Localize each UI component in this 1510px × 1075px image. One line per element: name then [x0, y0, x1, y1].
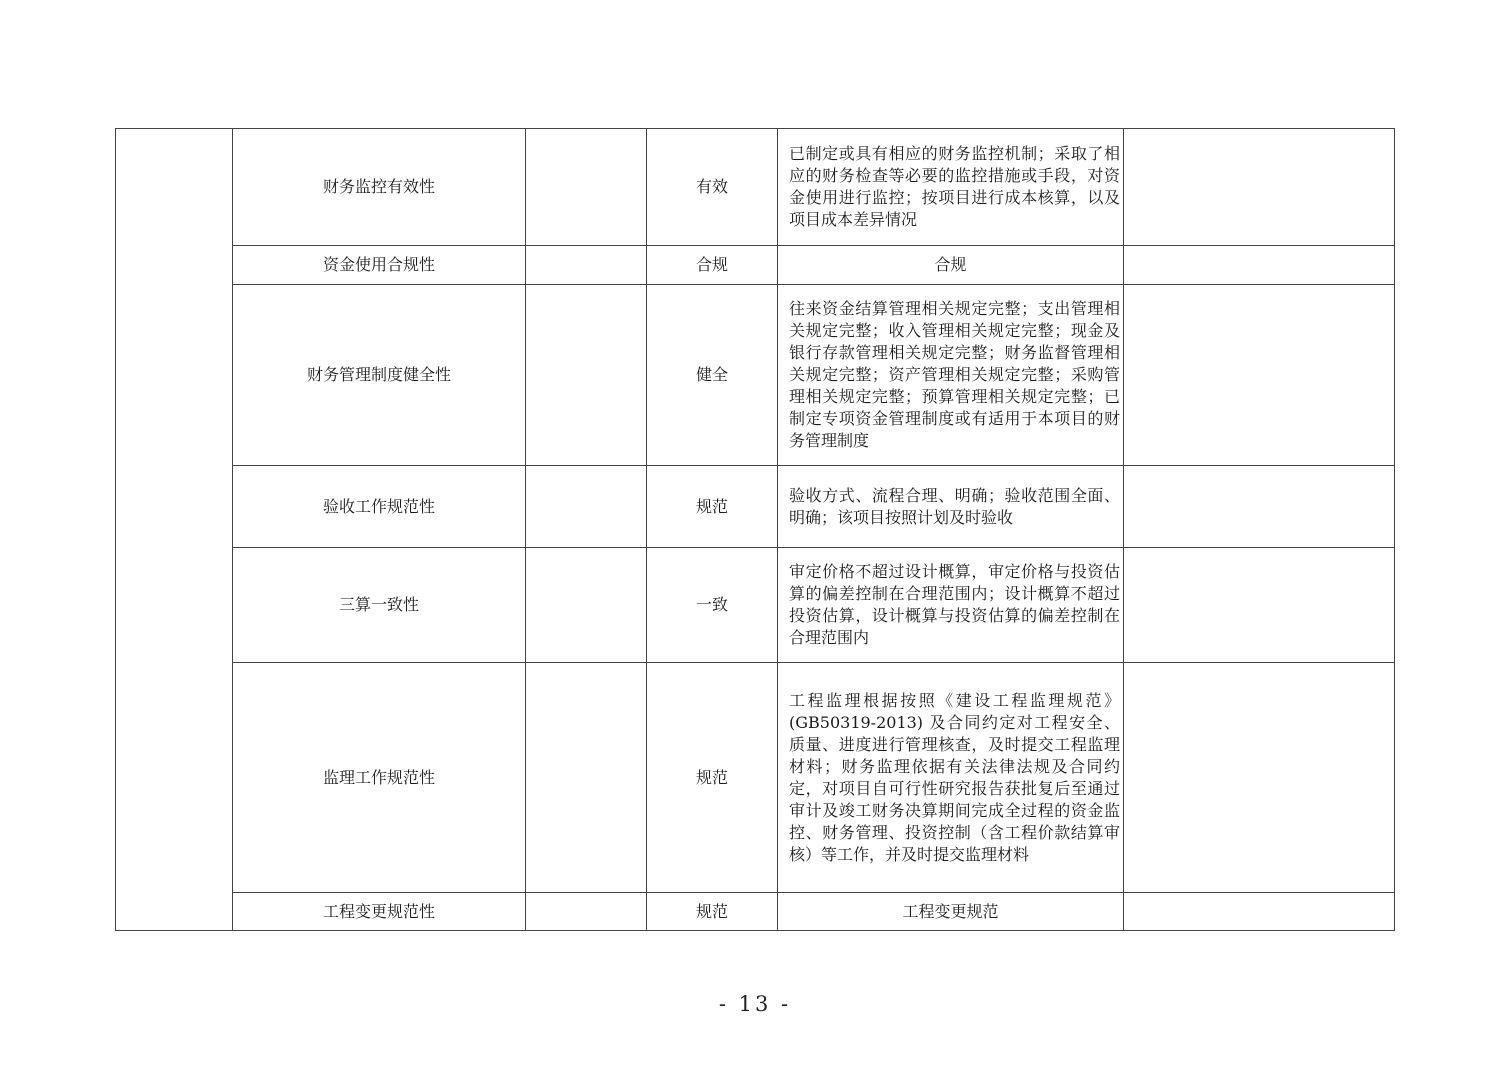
- indicator-description: 审定价格不超过设计概算，审定价格与投资估算的偏差控制在合理范围内；设计概算不超过投资估算，设计概算与投资估算的偏差控制在合理范围内: [778, 548, 1124, 663]
- empty-cell: [526, 663, 647, 893]
- indicator-name: 财务监控有效性: [233, 129, 526, 246]
- indicator-description: 验收方式、流程合理、明确；验收范围全面、明确；该项目按照计划及时验收: [778, 466, 1124, 548]
- indicator-value: 规范: [647, 663, 778, 893]
- empty-cell: [1124, 246, 1395, 285]
- empty-cell: [526, 466, 647, 548]
- page-number: - 13 -: [718, 992, 792, 1016]
- empty-cell: [1124, 466, 1395, 548]
- table-row: [116, 246, 1395, 285]
- indicator-value: 健全: [647, 285, 778, 466]
- empty-cell: [1124, 129, 1395, 246]
- indicator-description: 合规: [778, 246, 1124, 285]
- indicator-value: 规范: [647, 466, 778, 548]
- table-row: [116, 466, 1395, 548]
- indicator-name: 三算一致性: [233, 548, 526, 663]
- indicator-name: 验收工作规范性: [233, 466, 526, 548]
- empty-cell: [526, 246, 647, 285]
- indicator-value: 一致: [647, 548, 778, 663]
- table-row: [116, 893, 1395, 931]
- indicator-name: 资金使用合规性: [233, 246, 526, 285]
- indicator-name: 财务管理制度健全性: [233, 285, 526, 466]
- indicator-name: 工程变更规范性: [233, 893, 526, 931]
- empty-cell: [526, 129, 647, 246]
- empty-cell: [1124, 663, 1395, 893]
- indicator-description: 工程监理根据按照《建设工程监理规范》(GB50319-2013) 及合同约定对工程安全、质量、进度进行管理核查，及时提交工程监理材料；财务监理依据有关法律法规及合同约定，对项目自可行性研究报告获批复后至通过审计及竣工财务决算期间完成全过程的资金监控、财务管理、投资控制（含工程价款结算审核）等工作，并及时提交监理材料: [778, 663, 1124, 893]
- merged-category-cell: [116, 129, 233, 931]
- empty-cell: [1124, 548, 1395, 663]
- empty-cell: [1124, 285, 1395, 466]
- empty-cell: [526, 893, 647, 931]
- indicator-description: 往来资金结算管理相关规定完整；支出管理相关规定完整；收入管理相关规定完整；现金及银行存款管理相关规定完整；财务监督管理相关规定完整；资产管理相关规定完整；采购管理相关规定完整；预算管理相关规定完整；已制定专项资金管理制度或有适用于本项目的财务管理制度: [778, 285, 1124, 466]
- indicator-description: 工程变更规范: [778, 893, 1124, 931]
- empty-cell: [526, 548, 647, 663]
- table-row: [116, 663, 1395, 893]
- empty-cell: [1124, 893, 1395, 931]
- indicator-name: 监理工作规范性: [233, 663, 526, 893]
- table-row: [116, 285, 1395, 466]
- indicator-value: 有效: [647, 129, 778, 246]
- indicator-value: 合规: [647, 246, 778, 285]
- table-row: [116, 548, 1395, 663]
- indicator-description: 已制定或具有相应的财务监控机制；采取了相应的财务检查等必要的监控措施或手段，对资金使用进行监控；按项目进行成本核算，以及项目成本差异情况: [778, 129, 1124, 246]
- table-row: [116, 129, 1395, 246]
- indicator-value: 规范: [647, 893, 778, 931]
- empty-cell: [526, 285, 647, 466]
- indicator-table: [115, 128, 1395, 931]
